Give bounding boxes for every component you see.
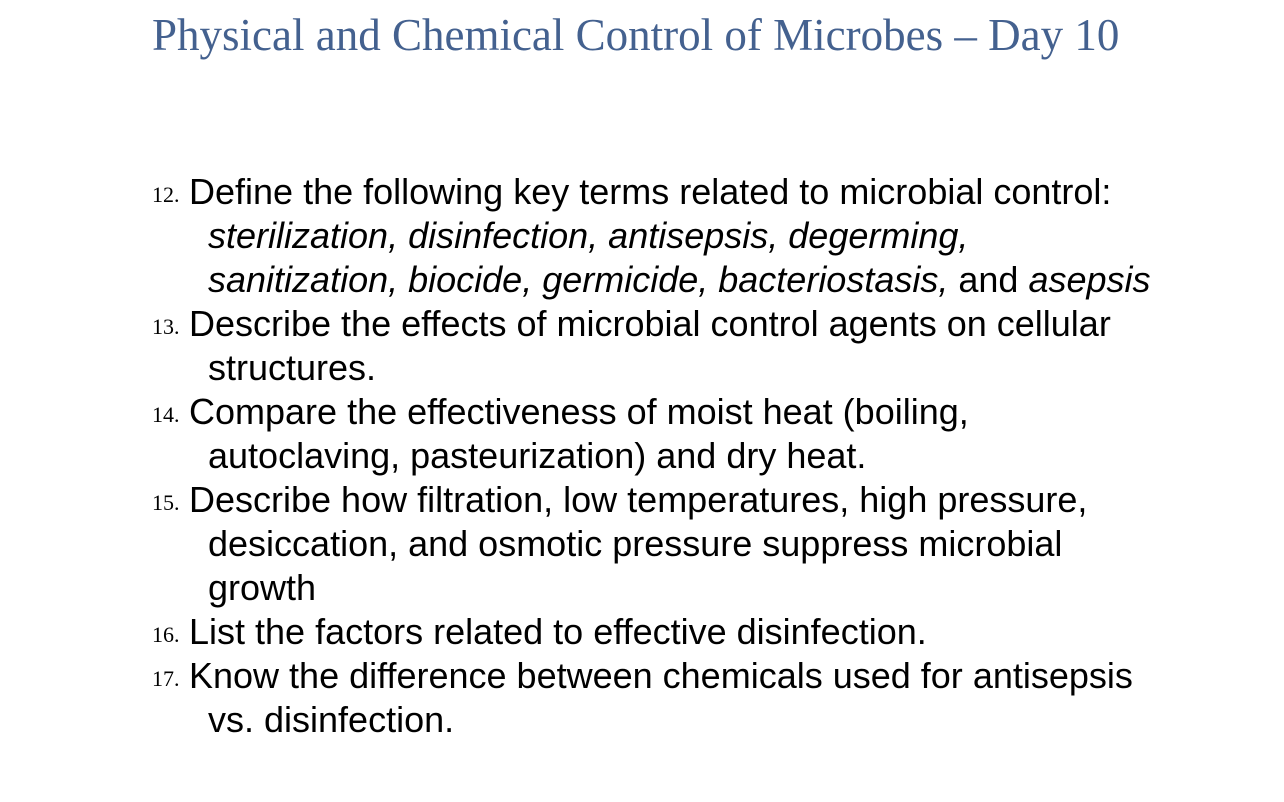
objective-text-lead: Know the difference between chemicals used for [189, 655, 963, 696]
objective-number: 16. [152, 622, 180, 647]
objectives-list [152, 170, 1162, 742]
slide-title: Physical and Chemical Control of Microbes – Day 10 [152, 10, 1120, 60]
objective-number: 17. [152, 666, 180, 691]
objective-text-cont: antisepsis vs. disinfection. [208, 655, 1133, 740]
objective-text-cont: cellular structures. [208, 303, 1111, 388]
objective-number: 13. [152, 314, 180, 339]
objective-number: 14. [152, 402, 180, 427]
objective-item-17 [152, 654, 1162, 742]
objective-text-joiner: and [948, 259, 1029, 300]
objective-number: 12. [152, 182, 180, 207]
objective-item-14 [152, 390, 1162, 478]
objective-text-cont: desiccation, and osmotic pressure suppress microbial growth [208, 523, 1063, 608]
objective-text-lead: Define the following key terms related to microbial [189, 171, 984, 212]
objective-text-cont: autoclaving, pasteurization) and dry heat. [208, 435, 867, 476]
objective-item-13 [152, 302, 1162, 390]
objective-item-15 [152, 478, 1162, 610]
objective-item-16 [152, 610, 1162, 654]
objective-text-lead: List the factors related to effective disinfection. [189, 611, 927, 652]
objective-text-lead: Compare the effectiveness of moist heat (boiling, [189, 391, 969, 432]
objective-number: 15. [152, 490, 180, 515]
key-terms-list: sterilization, disinfection, antisepsis, degerming, sanitization, biocide, germicide, bacteriostasis, [208, 215, 969, 300]
key-term-asepsis: asepsis [1028, 259, 1151, 300]
objective-text-lead: Describe how filtration, low temperatures, high pressure, [189, 479, 1088, 520]
objective-item-12 [152, 170, 1162, 302]
objective-text-cont: control: [993, 171, 1112, 212]
objective-text-lead: Describe the effects of microbial control agents on [189, 303, 987, 344]
